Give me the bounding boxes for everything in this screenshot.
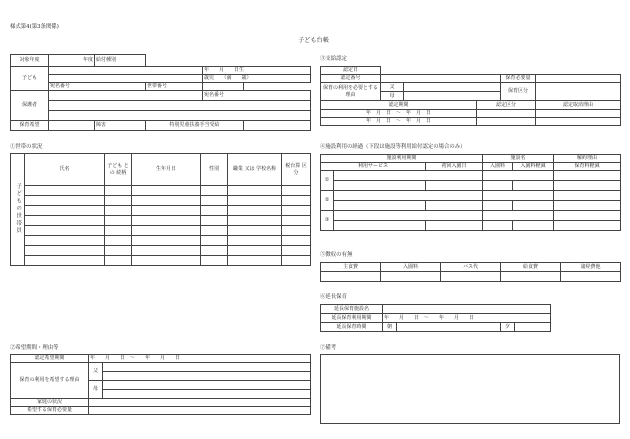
form-number: 様式第4(第3条関係) xyxy=(10,24,59,30)
cert-no-label: 認定番号 xyxy=(321,75,381,83)
col-relation: 子ども との 続柄 xyxy=(105,154,132,186)
ext-period-value: 年 月 日 ～ 年 月 日 xyxy=(383,314,551,323)
fee-col-entry: 入園料 xyxy=(381,263,441,272)
sec6-heading: ⑥延長保育 xyxy=(320,294,347,300)
first-entry-label: 初回入園日 xyxy=(426,163,483,171)
nendo-label: 年度 xyxy=(49,55,95,67)
page-title: 子ども台帳 xyxy=(298,37,329,44)
cert-cancel-label: 認定取消理由 xyxy=(536,101,621,110)
notes-box xyxy=(320,354,620,424)
col-dob: 生年月日 xyxy=(132,154,201,186)
need-amount-label: 希望する保育必要量 xyxy=(11,407,89,415)
ext-period-label: 延長保育利用期間 xyxy=(321,314,383,323)
cancel-reason-label: 解約理由 xyxy=(554,155,621,163)
cert-period-row-2: 年 月 日 ～ 年 月 日 xyxy=(321,118,477,126)
fee-col-misc: 諸経費他 xyxy=(561,263,621,272)
sec3-heading: ③支給認定 xyxy=(320,56,347,62)
birth-field: 年 月 日生 xyxy=(203,67,311,75)
entry-fee-reduction-label: 入園料軽減 xyxy=(513,163,554,171)
certification-table xyxy=(320,66,621,126)
sec7-heading: ⑦備考 xyxy=(320,345,337,351)
desired-period-value: 年 月 日 ～ 年 月 日 xyxy=(89,355,311,363)
care-wish-label: 保育希望 xyxy=(11,121,49,131)
desired-period-label: 認定希望期間 xyxy=(11,355,89,363)
facility-row-mark-3: ③ xyxy=(321,211,334,231)
recipient-no-label: 宛名番号 xyxy=(49,83,146,91)
target-year-label: 対象年度 xyxy=(11,55,49,67)
usage-period-label: 施設利用期間 xyxy=(321,155,483,163)
desired-period-table xyxy=(10,354,311,415)
basic-info-table xyxy=(10,54,311,131)
recipient-no-label-2: 宛名番号 xyxy=(203,91,311,101)
ext-evening: 夕 xyxy=(501,323,515,332)
col-tax: 税台算 区分 xyxy=(282,154,311,186)
fee-reduction-label: 保育料軽減 xyxy=(554,163,621,171)
special-allowance-label: 特別児童扶養手当受給 xyxy=(146,121,244,131)
reason-father: 父 xyxy=(381,83,404,92)
cert-period-row-1: 年 月 日 ～ 年 月 日 xyxy=(321,110,477,118)
facility-row-mark-2: ② xyxy=(321,191,334,211)
desired-mother: 母 xyxy=(89,381,103,399)
ext-morning: 朝 xyxy=(383,323,397,332)
cert-period-label: 認定期間 xyxy=(321,101,477,110)
age-field: 歳児 （満 歳） xyxy=(203,75,311,83)
desired-father: 父 xyxy=(89,363,103,381)
services-label: 利用サービス xyxy=(321,163,426,171)
family-label: 家庭の状況 xyxy=(11,399,89,407)
facility-row-mark-1: ① xyxy=(321,171,334,191)
col-occupation: 職業 又は 学校名称 xyxy=(228,154,282,186)
cert-date-label: 認定日 xyxy=(321,67,381,75)
household-side-label: 子どもの世帯員 xyxy=(15,182,22,235)
guardian-label: 保護者 xyxy=(11,91,49,121)
child-label: 子ども xyxy=(11,67,49,91)
household-table xyxy=(10,153,311,266)
need-category-label: 保育区分 xyxy=(501,83,536,101)
fee-col-lunch: 給食費 xyxy=(501,263,561,272)
disability-label: 障害 xyxy=(95,121,146,131)
col-sex: 性別 xyxy=(201,154,228,186)
sec5-heading: ⑤徴収の有無 xyxy=(320,252,353,258)
fees-table xyxy=(320,262,621,282)
fee-col-bus: バス代 xyxy=(441,263,501,272)
desired-reason-label: 保育の利用を希望する理由 xyxy=(11,363,89,399)
sec4-heading: ④施設利用の経過（下段は施設等利用給付認定の場合のみ） xyxy=(320,144,466,150)
facility-table xyxy=(320,154,621,231)
sec1-heading: ①世帯の状況 xyxy=(10,144,43,150)
ext-facility-label: 延長保育施設名 xyxy=(321,305,383,314)
reason-mother: 母 xyxy=(381,92,404,101)
entry-fee-label: 入園料 xyxy=(483,163,513,171)
cert-category-label: 認定区分 xyxy=(477,101,536,110)
reason-label: 保育の利用を必要とする理由 xyxy=(321,83,381,101)
ext-time-label: 延長保育時間 xyxy=(321,323,383,332)
extended-care-table xyxy=(320,304,551,332)
fee-col-staple: 主食費 xyxy=(321,263,381,272)
need-level-label: 保育必要量 xyxy=(501,75,536,83)
sec2-heading: ②希望期間・理由等 xyxy=(10,345,59,351)
col-name: 氏名 xyxy=(25,154,105,186)
facility-name-label: 施設名 xyxy=(483,155,554,163)
household-no-label: 世帯番号 xyxy=(146,83,203,91)
benefit-type-label: 給付種別 xyxy=(95,55,146,67)
